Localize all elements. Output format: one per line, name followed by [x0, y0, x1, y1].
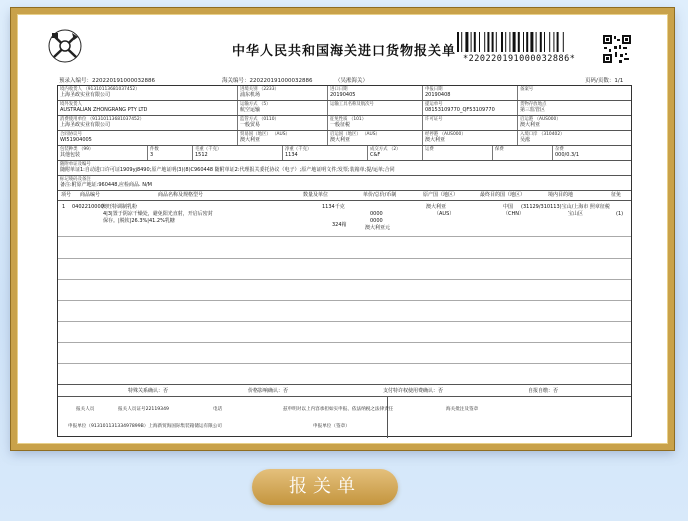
barcode-bar [563, 32, 564, 52]
row-consumer [58, 116, 631, 131]
barcode-bar [544, 32, 545, 52]
customs-declaration-button[interactable]: 报关单 [252, 469, 398, 505]
field-bill-no: 提运单号 08153109770_QF53109770 [423, 101, 518, 115]
barcode-bar [487, 32, 489, 52]
divider [58, 342, 631, 343]
barcode-bar [553, 32, 554, 52]
barcode-bar [526, 32, 528, 52]
barcode-bar [549, 32, 550, 52]
row-confirmations: 特殊关系确认：否 价格影响确认：否 支付特许权使用费确认：否 自报自缴：否 [58, 384, 631, 397]
field-contract: 合同协议号 WI51904005 [58, 131, 238, 145]
row-contract [58, 131, 631, 146]
field-package-type: 包装种类 （99） 其他包装 [58, 146, 148, 160]
barcode-bar [457, 32, 459, 52]
barcode-bar [513, 32, 516, 52]
field-consignor: 境外发货人 AUSTRALIAN ZHONGRANG PTY LTD [58, 101, 238, 115]
row-documents: 随附单证及编号 随附单证1:自动进口许可证1909yj8490;原产地证明(3)(8)C960448 随附单证2:代理报关委托协议（电子）;原产地证明文件;发票;装箱单;提/运单;合同 [58, 161, 631, 176]
customs-emblem-icon [47, 28, 83, 64]
barcode [457, 32, 577, 52]
barcode-bar [461, 32, 462, 52]
field-supervision: 监管方式 （0110） 一般贸易 [238, 116, 328, 130]
field-consignee: 境内收货人 （91310113681037452） 上海圣政实业有限公司 [58, 86, 238, 100]
field-levy: 征免性质 （101） 一般征税 [328, 116, 423, 130]
row-package [58, 146, 631, 161]
marks-text: 备注:附原产地证:960448,应检商品. N/M [60, 182, 152, 188]
field-freight: 运费 [423, 146, 493, 160]
barcode-bar [471, 32, 472, 52]
customs-declaration-form [17, 14, 668, 444]
field-declare-date: 申报日期 20190408 [423, 86, 518, 100]
field-consumer: 消费使用单位 （91310113681037452） 上海圣政实业有限公司 [58, 116, 238, 130]
field-origin-country: 启运国（地区） （AUS） 澳大利亚 [328, 131, 423, 145]
divider [58, 321, 631, 322]
barcode-bar [518, 32, 520, 52]
field-insurance: 保费 [493, 146, 553, 160]
barcode-bar [530, 32, 533, 52]
pre-entry-number: 预录入编号：220220191000032886 [59, 78, 155, 84]
barcode-bar [536, 32, 537, 52]
field-departure-port: 启运港 （AUS000） 澳大利亚 [520, 116, 561, 128]
field-storage: 货物存放地点 第三监管区 [520, 101, 547, 113]
form-title: 中华人民共和国海关进口货物报关单 [232, 44, 457, 59]
barcode-bar [474, 32, 476, 52]
customs-number: 海关编号：220220191000032886 [222, 78, 313, 84]
declaration-table: 境内收货人 （91310113681037452） 上海圣政实业有限公司 进境关别 （2233） 浦东机场 进口日期 20190405 申报日期 20190408 备案号 境外发货人 AUSTRALIAN ZHONGRANG PTY LTD 运输方式 （5） 航空运输 运输工具名称及航次号 提运单号 08153109770_QF53109770 货物存放地点 第三监管区 消费使用单位 （91310113681037452） 上海圣政实业有限公司 监管方式 （0110） 一般贸易 征免性质 （101） 一般征税 许可证号 启运港 （AUS000） 澳大利亚 合同协议号 WI51904005 贸易国（地区） （AUS） 澳大利亚 启运国（地区） （AUS） 澳大利亚 经停港 （AUS000） 澳大利亚 入境口岸 （310402） 吴淞 包装种类 （99） 其他包装 件数 3 毛重（千克） 1512 净重（千克） 1134 成交方式 （2） C&F 运费 保费 杂费 000/0.3/1 随附单证及编号 随附单证1:自动进口许可证1909yj8490;原产地证明(3)(8)C960448 随附单证2:代理报关委托协议（电子）;原产地证明文件;发票;装箱单;提/运单;合同 标记唛码及备注 备注:附原产地证:960448,应检商品. N/M 项号 商品编号 商品名称及规格型号 数量及单位 单价/总价/币制 原产国（地区） 最终目的国（地区） 境内目的地 征免 1 0402210000 澳旺特调制乳粉 4|3|置于阴凉干燥处，避免阳光直射，开启后密封 保存。|脱钦|26.3%|41.2%乳糖 1134千克 324箱 0000 0000 澳大利亚元 澳大利亚 （AUS） 中国 （CHN） (31129/310113)宝山/上海市 照章征税 宝山区 (1) 特殊关系确认：否 价格影响确认：否 支付特许权使用费确认：否 自报自缴：否 报关人员 报关人员证号22119349 电话 兹申明对以上内容承担如实申报、依法纳税之法律责任 海关批注及签章 申报单位（91310113133497899B）上海新贸海国际集装箱储运有限公司 申报单位（签章） [57, 85, 632, 437]
document-frame [11, 8, 674, 450]
field-gross-weight: 毛重（千克） 1512 [193, 146, 283, 160]
field-misc-fee: 杂费 000/0.3/1 [555, 146, 580, 158]
qr-code-icon [602, 34, 632, 64]
divider [58, 363, 631, 364]
barcode-bar [496, 32, 497, 52]
row-footer: 报关人员 报关人员证号22119349 电话 兹申明对以上内容承担如实申报、依法纳税之法律责任 海关批注及签章 申报单位（91310113133497899B）上海新贸海国际集装箱储运有限公司 申报单位（签章） [58, 397, 631, 438]
barcode-bar [540, 32, 542, 52]
field-entry-port: 进境关别 （2233） 浦东机场 [238, 86, 328, 100]
barcode-bar [509, 32, 510, 52]
field-record-no: 备案号 [520, 86, 534, 92]
footer-left [58, 397, 388, 438]
barcode-number: *220220191000032886* [463, 54, 576, 64]
barcode-bar [465, 32, 468, 52]
field-entry-point: 入境口岸 （310402） 吴淞 [520, 131, 565, 143]
field-net-weight: 净重（千克） 1134 [283, 146, 368, 160]
field-transport-mode: 运输方式 （5） 航空运输 [238, 101, 328, 115]
barcode-bar [557, 32, 559, 52]
customs-office: （吴淞海关） [335, 78, 369, 84]
row-marks: 标记唛码及备注 备注:附原产地证:960448,应检商品. N/M [58, 176, 631, 191]
goods-header-row: 项号 商品编号 商品名称及规格型号 数量及单位 单价/总价/币制 原产国（地区） 最终目的国（地区） 境内目的地 征免 [58, 191, 631, 201]
field-vessel: 运输工具名称及航次号 [328, 101, 423, 115]
field-pieces: 件数 3 [148, 146, 193, 160]
barcode-bar [484, 32, 485, 52]
field-transit-port: 经停港 （AUS000） 澳大利亚 [423, 131, 518, 145]
divider [58, 300, 631, 301]
field-import-date: 进口日期 20190405 [328, 86, 423, 100]
barcode-bar [505, 32, 506, 52]
divider [58, 279, 631, 280]
field-trade-terms: 成交方式 （2） C&F [368, 146, 423, 160]
barcode-bar [492, 32, 494, 52]
field-trade-country: 贸易国（地区） （AUS） 澳大利亚 [238, 131, 328, 145]
documents-text: 随附单证1:自动进口许可证1909yj8490;原产地证明(3)(8)C960448 随附单证2:代理报关委托协议（电子）;原产地证明文件;发票;装箱单;提/运单;合同 [60, 167, 395, 173]
row-consignee [58, 86, 631, 101]
divider [58, 236, 631, 237]
page-number: 页码/页数：1/1 [585, 78, 624, 84]
field-license: 许可证号 [423, 116, 518, 130]
barcode-bar [501, 32, 503, 52]
barcode-bar [523, 32, 524, 52]
row-consignor [58, 101, 631, 116]
divider [58, 258, 631, 259]
barcode-bar [479, 32, 480, 52]
